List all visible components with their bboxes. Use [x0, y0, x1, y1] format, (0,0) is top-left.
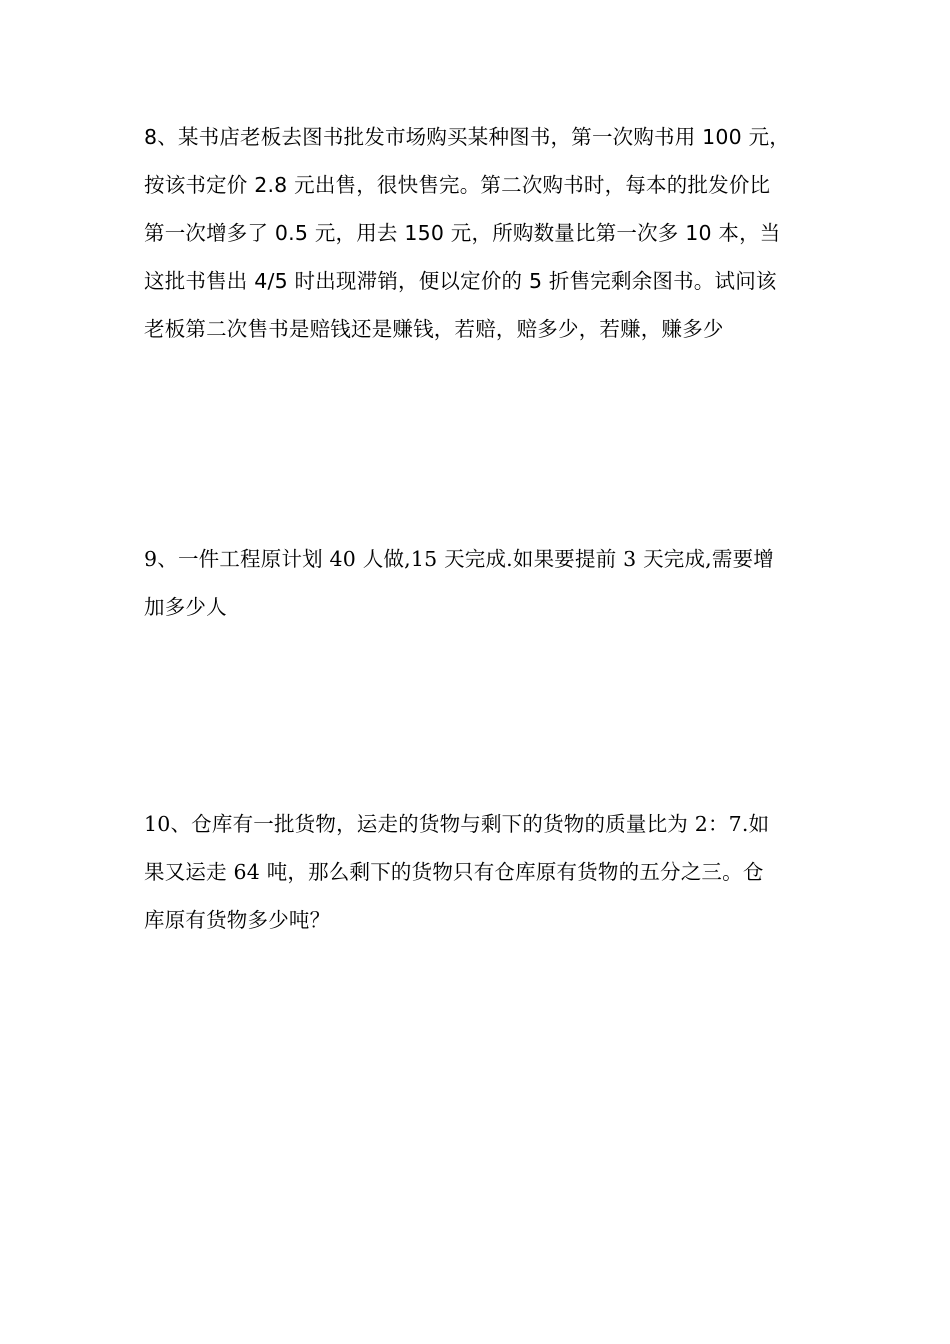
problem-8-line-4: 这批书售出 4/5 时出现滞销，便以定价的 5 折售完剩余图书。试问该 — [144, 269, 777, 293]
problem-10-line-1: 10、仓库有一批货物，运走的货物与剩下的货物的质量比为 2：7.如 — [144, 812, 770, 836]
problem-8-line-2: 按该书定价 2.8 元出售，很快售完。第二次购书时，每本的批发价比 — [144, 173, 771, 197]
problem-9 — [144, 535, 809, 631]
problem-8-line-5: 老板第二次售书是赔钱还是赚钱，若赔，赔多少，若赚，赚多少 — [144, 317, 724, 341]
problem-9-line-1: 9、一件工程原计划 40 人做,15 天完成.如果要提前 3 天完成,需要增 — [144, 547, 774, 571]
problem-8 — [144, 113, 809, 353]
problem-8-line-3: 第一次增多了 0.5 元，用去 150 元，所购数量比第一次多 10 本，当 — [144, 221, 781, 245]
problem-9-line-2: 加多少人 — [144, 595, 227, 619]
problem-10 — [144, 800, 809, 944]
problem-10-line-3: 库原有货物多少吨？ — [144, 908, 331, 932]
problem-10-line-2: 果又运走 64 吨，那么剩下的货物只有仓库原有货物的五分之三。仓 — [144, 860, 764, 884]
problem-8-line-1: 8、某书店老板去图书批发市场购买某种图书，第一次购书用 100 元， — [144, 125, 791, 149]
